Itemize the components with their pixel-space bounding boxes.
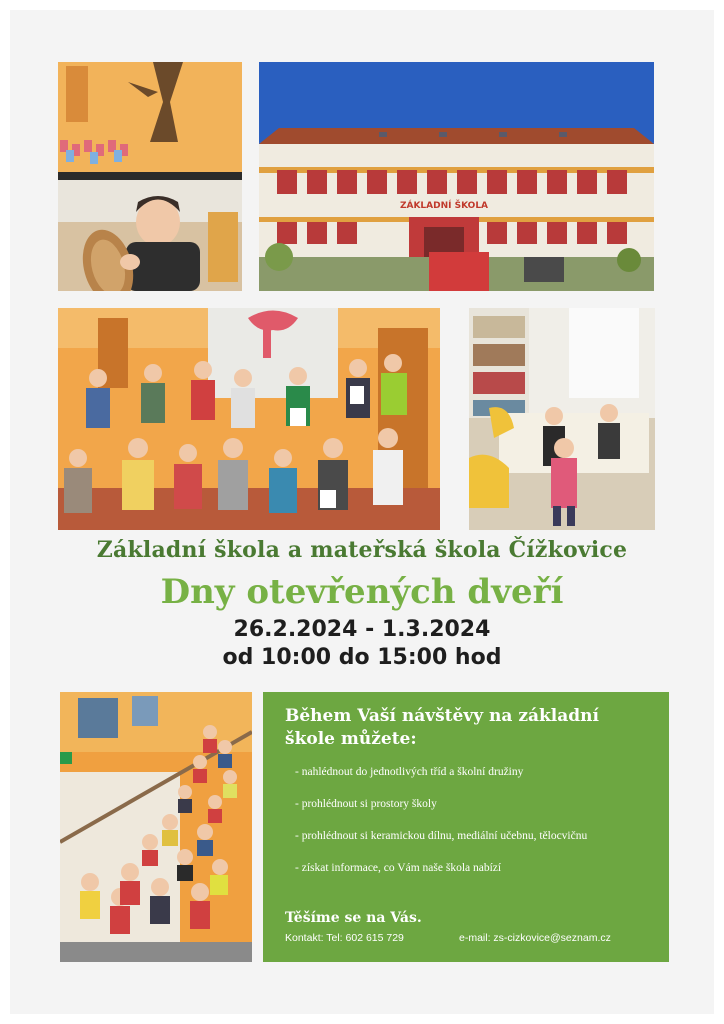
photo-children-staircase	[60, 692, 252, 962]
contact-email[interactable]: e-mail: zs-cizkovice@seznam.cz	[459, 932, 611, 944]
info-heading-line2: škole můžete:	[285, 729, 417, 749]
info-heading-line1: Během Vaší návštěvy na základní	[285, 706, 599, 726]
event-title: Dny otevřených dveří	[160, 572, 564, 612]
school-name-heading: Základní škola a mateřská škola Čížkovice	[96, 537, 628, 563]
photo-children-group	[58, 308, 440, 530]
list-item: - získat informace, co Vám naše škola nabízí	[295, 861, 649, 876]
list-item: - prohlédnout si keramickou dílnu, mediální učebnu, tělocvičnu	[295, 829, 649, 844]
list-item: - nahlédnout do jednotlivých tříd a školní družiny	[295, 765, 649, 780]
event-hours: od 10:00 do 15:00 hod	[222, 645, 502, 670]
event-dates: 26.2.2024 - 1.3.2024	[233, 617, 491, 642]
info-box	[263, 692, 669, 962]
building-sign: ZÁKLADNÍ ŠKOLA	[399, 201, 489, 211]
closing-greeting: Těšíme se na Vás.	[285, 910, 422, 926]
photo-school-building	[259, 62, 654, 291]
activity-list	[285, 765, 649, 876]
photo-boy-with-log	[58, 62, 242, 291]
contact-phone: Kontakt: Tel: 602 615 729	[285, 932, 404, 944]
info-heading	[285, 705, 649, 751]
list-item: - prohlédnout si prostory školy	[295, 797, 649, 812]
photo-library-room	[469, 308, 655, 530]
